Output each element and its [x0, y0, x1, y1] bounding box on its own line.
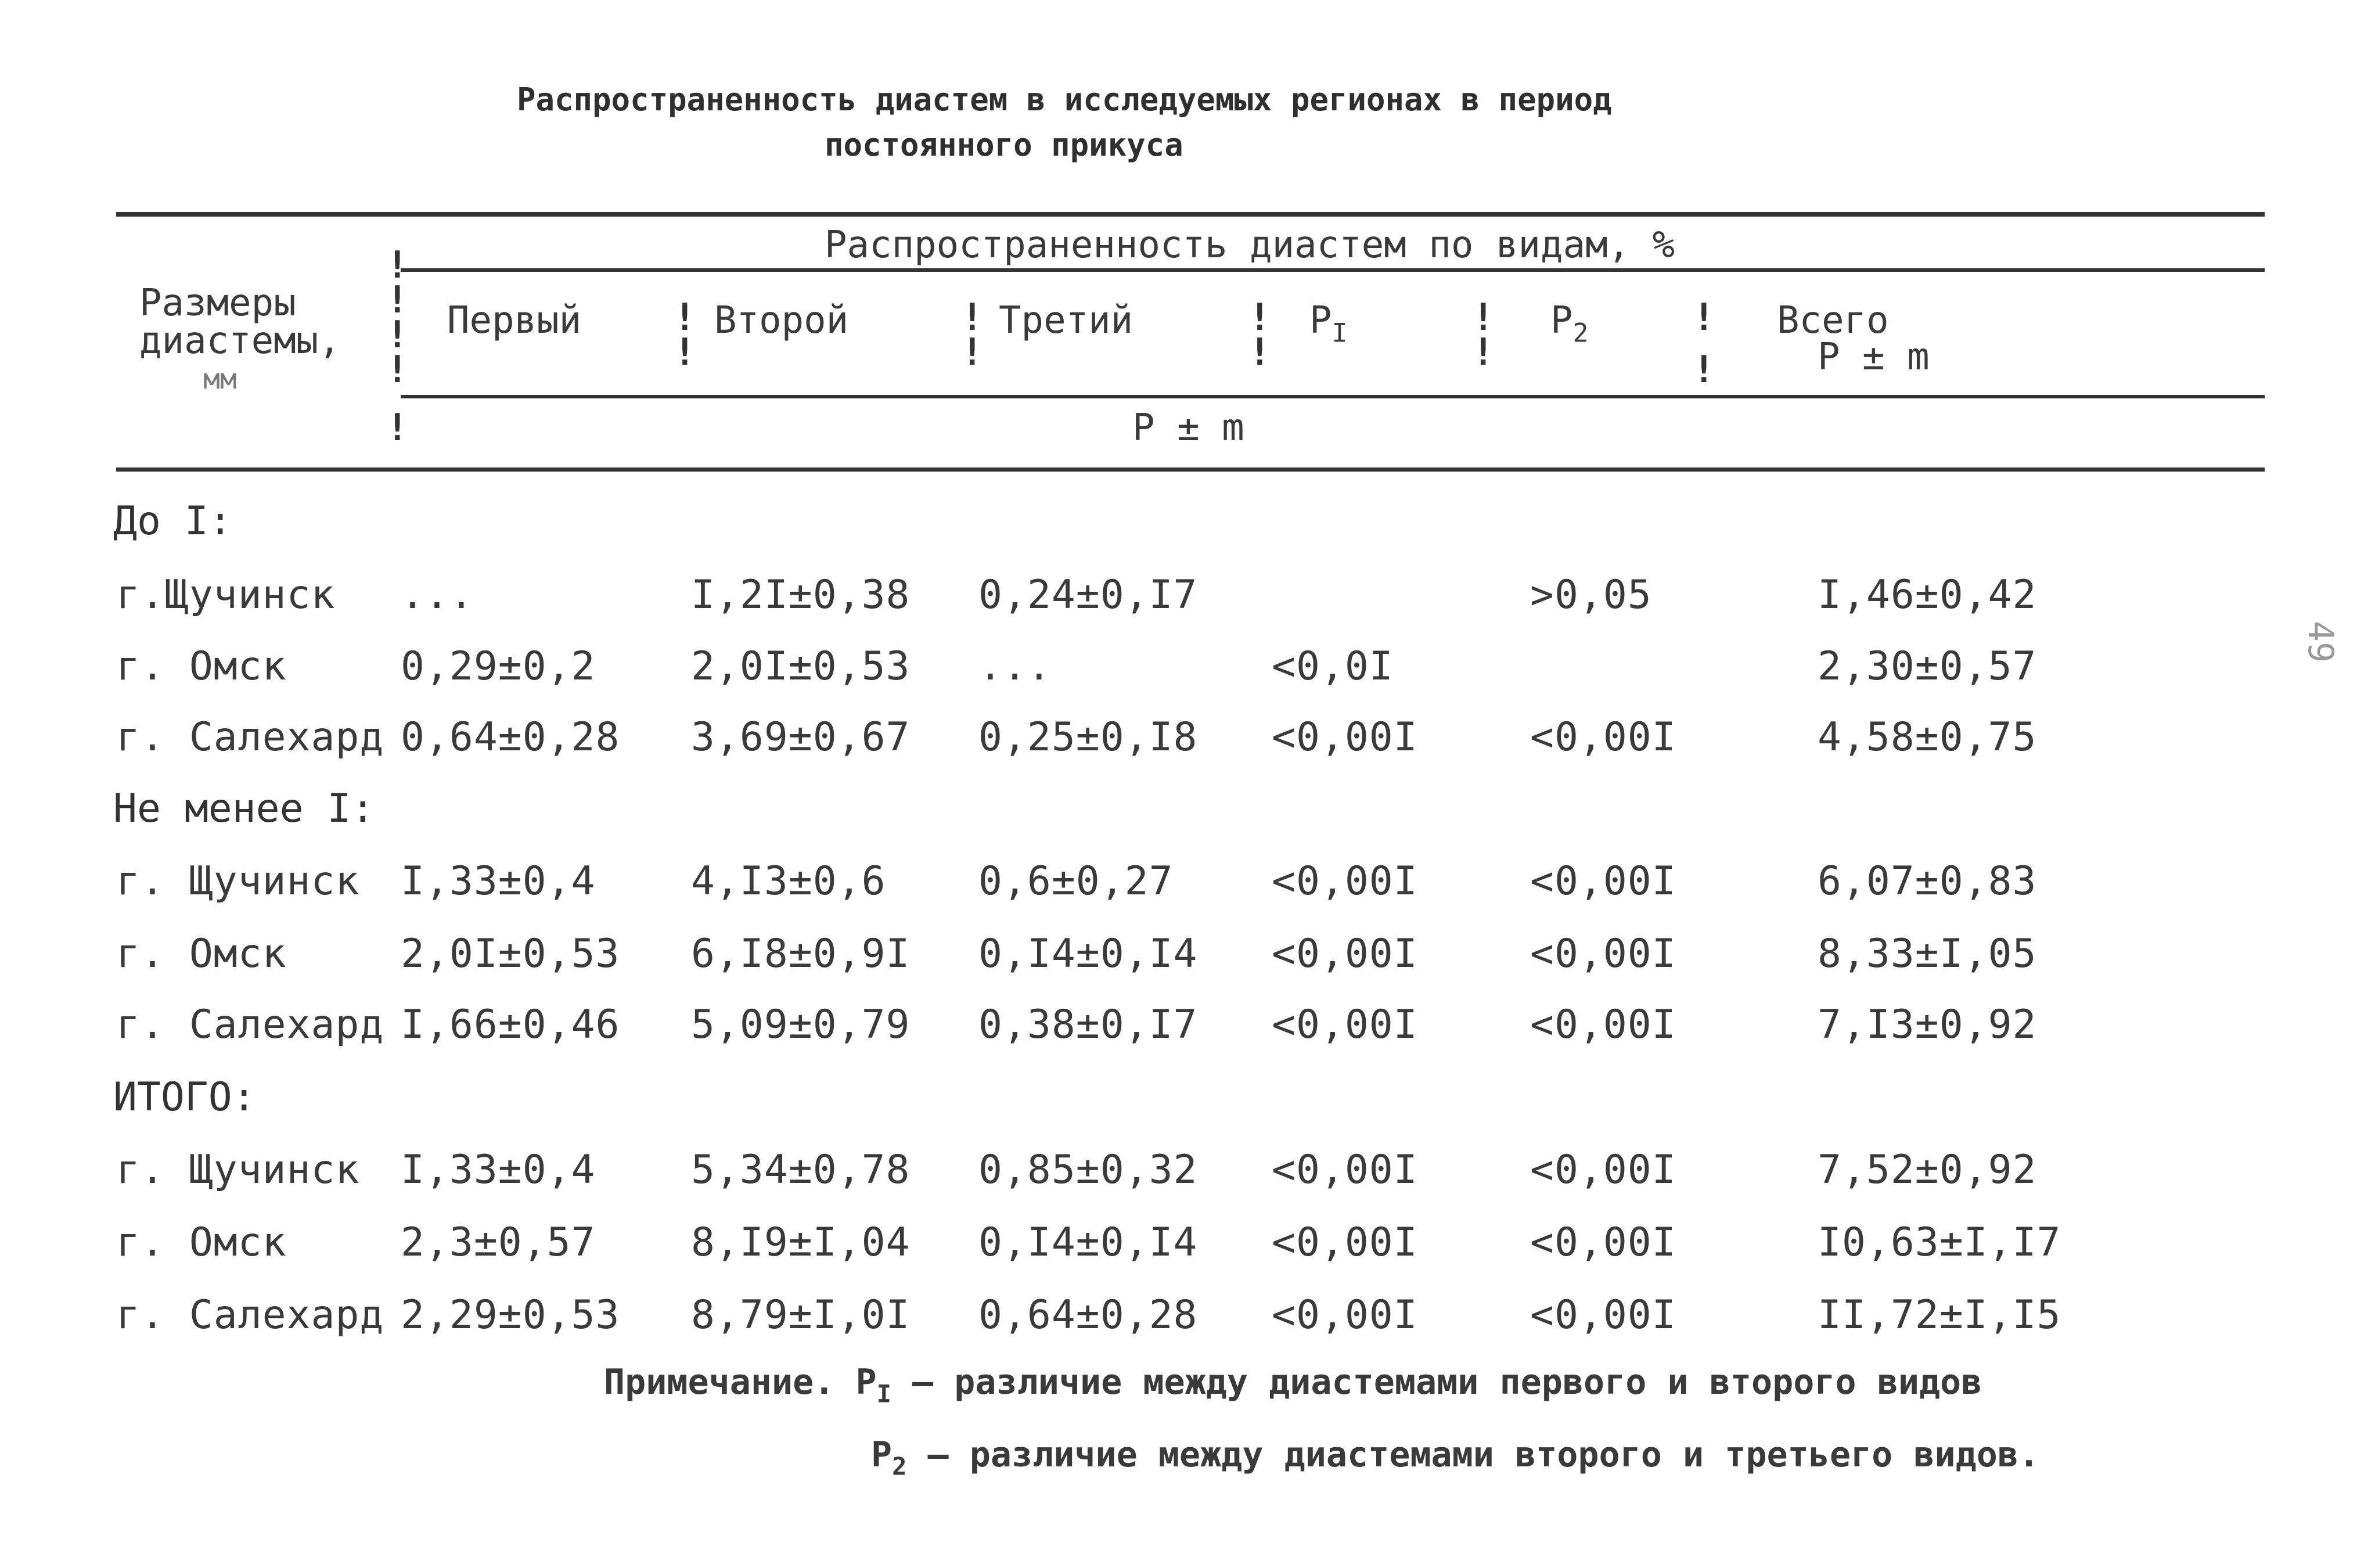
cell-second: 8,I9±I,04	[691, 1220, 911, 1265]
city-name: г. Щучинск	[116, 858, 360, 904]
cell-third: 0,6±0,27	[978, 858, 1174, 904]
col-header-second: Второй	[714, 299, 849, 342]
cell-p1: <0,00I	[1272, 714, 1418, 760]
cell-second: I,2I±0,38	[691, 572, 911, 618]
cell-third: 0,25±0,I8	[978, 714, 1198, 760]
group-label: Не менее I:	[113, 786, 375, 832]
row-header-label-1: Размеры	[139, 282, 296, 325]
cell-first: 2,0I±0,53	[401, 931, 620, 977]
cell-third: 0,38±0,I7	[978, 1002, 1198, 1048]
cell-second: 8,79±I,0I	[691, 1292, 911, 1338]
cell-p2: <0,00I	[1530, 1292, 1676, 1338]
cell-first: I,66±0,46	[401, 1002, 620, 1048]
subheader-p-m: P ± m	[1132, 407, 1244, 449]
cell-first: I,33±0,4	[401, 1147, 596, 1193]
cell-p2: <0,00I	[1530, 1002, 1676, 1048]
table-header-bottom-rule	[116, 467, 2265, 472]
spanning-header: Распространенность диастем по видам, %	[825, 224, 1675, 267]
cell-p2: <0,00I	[1530, 1220, 1676, 1265]
cell-p1: <0,00I	[1272, 1002, 1418, 1048]
cell-third: ...	[978, 643, 1052, 689]
col-header-third: Третий	[999, 299, 1133, 342]
cell-second: 5,09±0,79	[691, 1002, 911, 1048]
cell-third: 0,85±0,32	[978, 1147, 1198, 1193]
column-header-rule	[401, 395, 2265, 398]
city-name: г. Щучинск	[116, 1147, 360, 1193]
cell-first: 2,3±0,57	[401, 1220, 596, 1265]
cell-p2: <0,00I	[1530, 714, 1676, 760]
row-header-label-3: мм	[203, 363, 237, 395]
separator-mark: !	[961, 331, 984, 374]
cell-p2: <0,00I	[1530, 1147, 1676, 1193]
note-p2: $P_2$	[871, 1434, 907, 1481]
separator-mark: !	[386, 348, 409, 391]
cell-third: 0,24±0,I7	[978, 572, 1198, 618]
cell-second: 6,I8±0,9I	[691, 931, 911, 977]
table-top-rule	[116, 212, 2265, 217]
cell-second: 5,34±0,78	[691, 1147, 911, 1193]
col-header-total-unit: P ± m	[1818, 336, 1930, 379]
cell-first: 0,29±0,2	[401, 643, 596, 689]
row-header-label-2: диастемы,	[139, 319, 341, 362]
cell-p2: <0,00I	[1530, 858, 1676, 904]
cell-total: 7,52±0,92	[1818, 1147, 2037, 1193]
cell-p1: <0,00I	[1272, 931, 1418, 977]
spanning-header-rule	[401, 268, 2265, 272]
col-header-total: Всего	[1777, 299, 1889, 342]
cell-total: 6,07±0,83	[1818, 858, 2037, 904]
separator-mark: !	[674, 296, 696, 339]
cell-total: II,72±I,I5	[1818, 1292, 2061, 1338]
separator-mark: !	[674, 331, 696, 374]
cell-second: 2,0I±0,53	[691, 643, 911, 689]
city-name: г. Салехард	[116, 1292, 384, 1338]
cell-first: 2,29±0,53	[401, 1292, 620, 1338]
separator-mark: !	[386, 407, 409, 449]
cell-total: 4,58±0,75	[1818, 714, 2037, 760]
separator-mark: !	[1248, 296, 1271, 339]
city-name: г. Омск	[116, 1220, 287, 1265]
table-note-2	[871, 1434, 2039, 1481]
col-header-first: Первый	[447, 299, 582, 342]
cell-total: I0,63±I,I7	[1818, 1220, 2061, 1265]
separator-mark: !	[386, 314, 409, 357]
separator-mark: !	[1693, 348, 1715, 391]
separator-mark: !	[386, 279, 409, 322]
group-label: ИТОГО:	[113, 1074, 256, 1120]
separator-mark: !	[961, 296, 984, 339]
cell-third: 0,I4±0,I4	[978, 1220, 1198, 1265]
cell-total: I,46±0,42	[1818, 572, 2037, 618]
note-prefix: Примечание.	[604, 1362, 835, 1402]
cell-p1: <0,00I	[1272, 1220, 1418, 1265]
table-title-line-1: Распространенность диастем в исследуемых регионах в период	[517, 81, 1612, 118]
cell-second: 4,I3±0,6	[691, 858, 886, 904]
cell-third: 0,I4±0,I4	[978, 931, 1198, 977]
cell-p2: <0,00I	[1530, 931, 1676, 977]
cell-p1: <0,00I	[1272, 858, 1418, 904]
city-name: г. Омск	[116, 643, 287, 689]
cell-total: 2,30±0,57	[1818, 643, 2037, 689]
cell-p1: <0,00I	[1272, 1147, 1418, 1193]
group-label: До I:	[113, 498, 232, 544]
city-name: г. Салехард	[116, 714, 384, 760]
cell-first: I,33±0,4	[401, 858, 596, 904]
separator-mark: !	[1472, 296, 1495, 339]
col-header-p1: $P_I$	[1309, 299, 1348, 348]
cell-total: 8,33±I,05	[1818, 931, 2037, 977]
cell-first: ...	[401, 572, 474, 618]
col-header-p2: $P_2$	[1550, 299, 1589, 348]
separator-mark: !	[1472, 331, 1495, 374]
city-name: г. Омск	[116, 931, 287, 977]
cell-p1: <0,00I	[1272, 1292, 1418, 1338]
cell-p1: <0,0I	[1272, 643, 1394, 689]
city-name: г. Салехард	[116, 1002, 384, 1048]
table-note-1	[604, 1362, 1982, 1408]
note-p1: $P_I$	[855, 1362, 891, 1408]
note-text-2: – различие между диастемами второго и третьего видов.	[927, 1434, 2040, 1475]
note-text-1: – различие между диастемами первого и второго видов	[912, 1362, 1982, 1402]
cell-first: 0,64±0,28	[401, 714, 620, 760]
cell-third: 0,64±0,28	[978, 1292, 1198, 1338]
separator-mark: !	[1248, 331, 1271, 374]
separator-mark: !	[1693, 296, 1715, 339]
cell-second: 3,69±0,67	[691, 714, 911, 760]
cell-total: 7,I3±0,92	[1818, 1002, 2037, 1048]
city-name: г.Щучинск	[116, 572, 336, 618]
page-number: 49	[2300, 620, 2341, 663]
table-title-line-2: постоянного прикуса	[825, 127, 1183, 163]
cell-p2: >0,05	[1530, 572, 1652, 618]
separator-mark: !	[386, 244, 409, 287]
